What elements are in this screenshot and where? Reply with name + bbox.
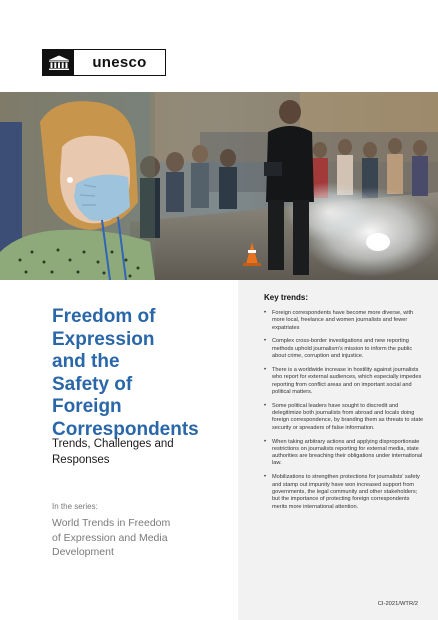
header-band — [0, 0, 438, 92]
unesco-logo[interactable] — [42, 49, 166, 76]
subtitle-line: Responses — [52, 453, 110, 466]
series-line: of Expression and Media — [52, 531, 168, 544]
title-line: Foreign — [52, 396, 122, 417]
title-line: Correspondents — [52, 418, 199, 440]
key-trends-list — [264, 310, 426, 517]
report-subtitle — [52, 437, 232, 468]
subtitle-line: Trends, Challenges and — [52, 438, 174, 450]
trend-item: • Some political leaders have sought to discredit and delegitimize both journalists from abroad and locals doing foreign correspondence, by branding them as threats to state security or spreaders of false information. — [264, 403, 426, 432]
report-title — [52, 306, 232, 441]
series-label: In the series: — [52, 502, 98, 511]
series-line: World Trends in Freedom — [52, 517, 171, 529]
title-line: Safety of — [52, 373, 133, 395]
series-title — [52, 516, 234, 560]
brand-name: unesco — [92, 54, 147, 71]
document-code: CI-2021/WTR/2 — [377, 601, 418, 607]
title-line: Expression — [52, 328, 155, 350]
cover-left-panel — [0, 280, 238, 620]
trend-item: • There is a worldwide increase in hostility against journalists who report for external audiences, which especially impedes reporting from conflict areas and on important social and political matters. — [264, 367, 426, 396]
cover-photo — [0, 92, 438, 280]
trend-item: • When taking arbitrary actions and applying disproportionate restrictions on journalists reporting for external media, state authorities are breaching their obligations under international law. — [264, 439, 426, 468]
temple-icon — [43, 50, 74, 75]
title-line: Freedom of — [52, 306, 156, 327]
title-line: and the — [52, 351, 120, 372]
trend-item: • Complex cross-border investigations and new reporting methods uphold journalism’s mission to inform the public about crime, corruption and injustice. — [264, 338, 426, 360]
trend-item: • Mobilizations to strengthen protections for journalists’ safety and stamp out impunity have won increased support from governments, the legal community and other stakeholders; but the importance of protecting foreign correspondents merits more international attention. — [264, 474, 426, 510]
key-trends-panel — [238, 280, 438, 620]
key-trends-heading: Key trends: — [264, 293, 309, 302]
series-line: Development — [52, 546, 114, 558]
trend-item: • Foreign correspondents have become more diverse, with more local, freelance and women journalists and fewer expatriates — [264, 310, 426, 332]
